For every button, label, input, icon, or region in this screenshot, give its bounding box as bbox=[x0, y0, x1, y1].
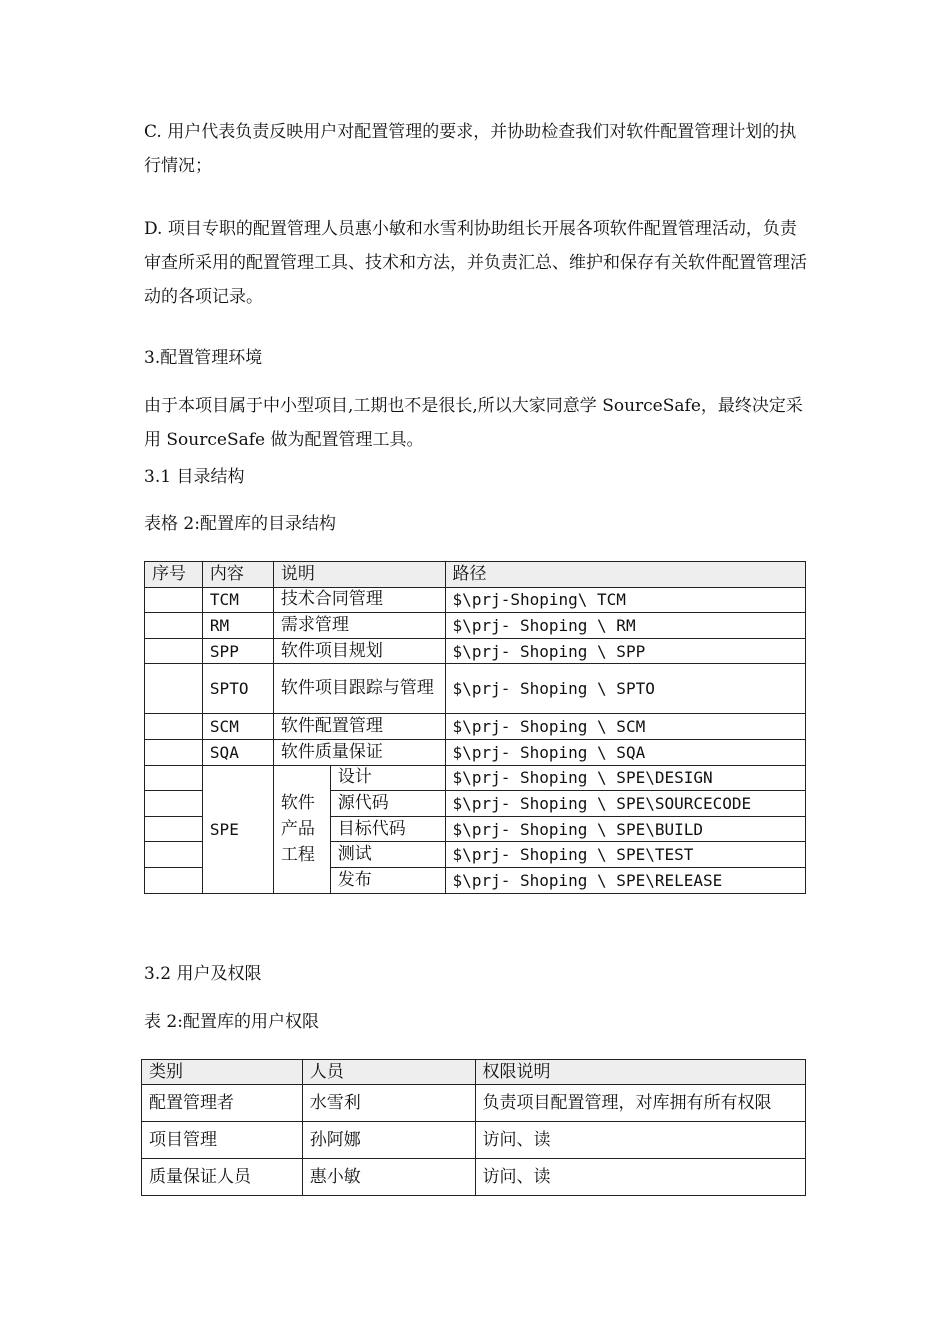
section-heading-3-2: 3.2 用户及权限 bbox=[144, 964, 262, 984]
sub-desc-cell: 目标代码 bbox=[330, 816, 445, 842]
index-cell bbox=[145, 714, 203, 740]
path-cell: $\prj- Shoping \ RM bbox=[445, 613, 805, 639]
desc-cell: 技术合同管理 bbox=[273, 587, 445, 613]
spe-name-cell: 软件产品工程 bbox=[273, 765, 330, 893]
permission-cell: 访问、读 bbox=[475, 1122, 806, 1159]
sub-desc-cell: 测试 bbox=[330, 842, 445, 868]
index-cell bbox=[145, 765, 203, 791]
index-cell bbox=[145, 842, 203, 868]
header-permission: 权限说明 bbox=[475, 1060, 806, 1085]
path-cell: $\prj- Shoping \ SPE\DESIGN bbox=[445, 765, 805, 791]
code-cell: SPP bbox=[202, 638, 273, 664]
permission-cell: 访问、读 bbox=[475, 1159, 806, 1196]
desc-cell: 软件质量保证 bbox=[273, 739, 445, 765]
path-cell: $\prj-Shoping\ TCM bbox=[445, 587, 805, 613]
path-cell: $\prj- Shoping \ SPTO bbox=[445, 664, 805, 714]
table-caption-2: 表 2:配置库的用户权限 bbox=[144, 1012, 319, 1032]
index-cell bbox=[145, 587, 203, 613]
path-cell: $\prj- Shoping \ SCM bbox=[445, 714, 805, 740]
desc-cell: 需求管理 bbox=[273, 613, 445, 639]
header-category: 类别 bbox=[142, 1060, 303, 1085]
table-row bbox=[145, 765, 806, 791]
header-path: 路径 bbox=[445, 562, 805, 588]
person-cell: 孙阿娜 bbox=[302, 1122, 475, 1159]
category-cell: 质量保证人员 bbox=[142, 1159, 303, 1196]
path-cell: $\prj- Shoping \ SPE\BUILD bbox=[445, 816, 805, 842]
section-heading-3-1: 3.1 目录结构 bbox=[144, 467, 245, 487]
table-row bbox=[142, 1159, 806, 1196]
path-cell: $\prj- Shoping \ SPP bbox=[445, 638, 805, 664]
code-cell: SPTO bbox=[202, 664, 273, 714]
sub-desc-cell: 发布 bbox=[330, 867, 445, 893]
code-cell: SCM bbox=[202, 714, 273, 740]
desc-cell: 软件配置管理 bbox=[273, 714, 445, 740]
directory-structure-table bbox=[144, 561, 806, 894]
header-index: 序号 bbox=[145, 562, 203, 588]
table-row bbox=[145, 714, 806, 740]
user-permissions-table bbox=[141, 1059, 806, 1196]
table-row bbox=[145, 613, 806, 639]
table-row bbox=[142, 1085, 806, 1122]
category-cell: 配置管理者 bbox=[142, 1085, 303, 1122]
sub-desc-cell: 设计 bbox=[330, 765, 445, 791]
path-cell: $\prj- Shoping \ SPE\SOURCECODE bbox=[445, 791, 805, 817]
permission-cell: 负责项目配置管理，对库拥有所有权限 bbox=[475, 1085, 806, 1122]
table-row bbox=[145, 638, 806, 664]
person-cell: 水雪利 bbox=[302, 1085, 475, 1122]
index-cell bbox=[145, 613, 203, 639]
section-heading-3: 3.配置管理环境 bbox=[144, 348, 263, 368]
index-cell bbox=[145, 816, 203, 842]
code-cell: RM bbox=[202, 613, 273, 639]
spe-code-cell: SPE bbox=[202, 765, 273, 893]
code-cell: TCM bbox=[202, 587, 273, 613]
table-row bbox=[145, 739, 806, 765]
index-cell bbox=[145, 664, 203, 714]
paragraph-user-rep: C. 用户代表负责反映用户对配置管理的要求，并协助检查我们对软件配置管理计划的执行情况； bbox=[144, 122, 797, 176]
sub-desc-cell: 源代码 bbox=[330, 791, 445, 817]
header-person: 人员 bbox=[302, 1060, 475, 1085]
index-cell bbox=[145, 739, 203, 765]
path-cell: $\prj- Shoping \ SPE\RELEASE bbox=[445, 867, 805, 893]
desc-cell: 软件项目规划 bbox=[273, 638, 445, 664]
code-cell: SQA bbox=[202, 739, 273, 765]
table-row bbox=[145, 587, 806, 613]
table-row bbox=[142, 1122, 806, 1159]
category-cell: 项目管理 bbox=[142, 1122, 303, 1159]
index-cell bbox=[145, 638, 203, 664]
index-cell bbox=[145, 791, 203, 817]
paragraph-config-staff: D. 项目专职的配置管理人员惠小敏和水雪利协助组长开展各项软件配置管理活动，负责审查所采用的配置管理工具、技术和方法，并负责汇总、维护和保存有关软件配置管理活动的各项记录。 bbox=[144, 219, 807, 307]
paragraph-tool-choice: 由于本项目属于中小型项目,工期也不是很长,所以大家同意学 SourceSafe，最终决定采用 SourceSafe 做为配置管理工具。 bbox=[144, 396, 803, 450]
person-cell: 惠小敏 bbox=[302, 1159, 475, 1196]
path-cell: $\prj- Shoping \ SQA bbox=[445, 739, 805, 765]
index-cell bbox=[145, 867, 203, 893]
path-cell: $\prj- Shoping \ SPE\TEST bbox=[445, 842, 805, 868]
table-caption-1: 表格 2:配置库的目录结构 bbox=[144, 514, 336, 534]
desc-cell: 软件项目跟踪与管理 bbox=[273, 664, 445, 714]
header-description: 说明 bbox=[273, 562, 445, 588]
table-row bbox=[145, 664, 806, 714]
header-content: 内容 bbox=[202, 562, 273, 588]
